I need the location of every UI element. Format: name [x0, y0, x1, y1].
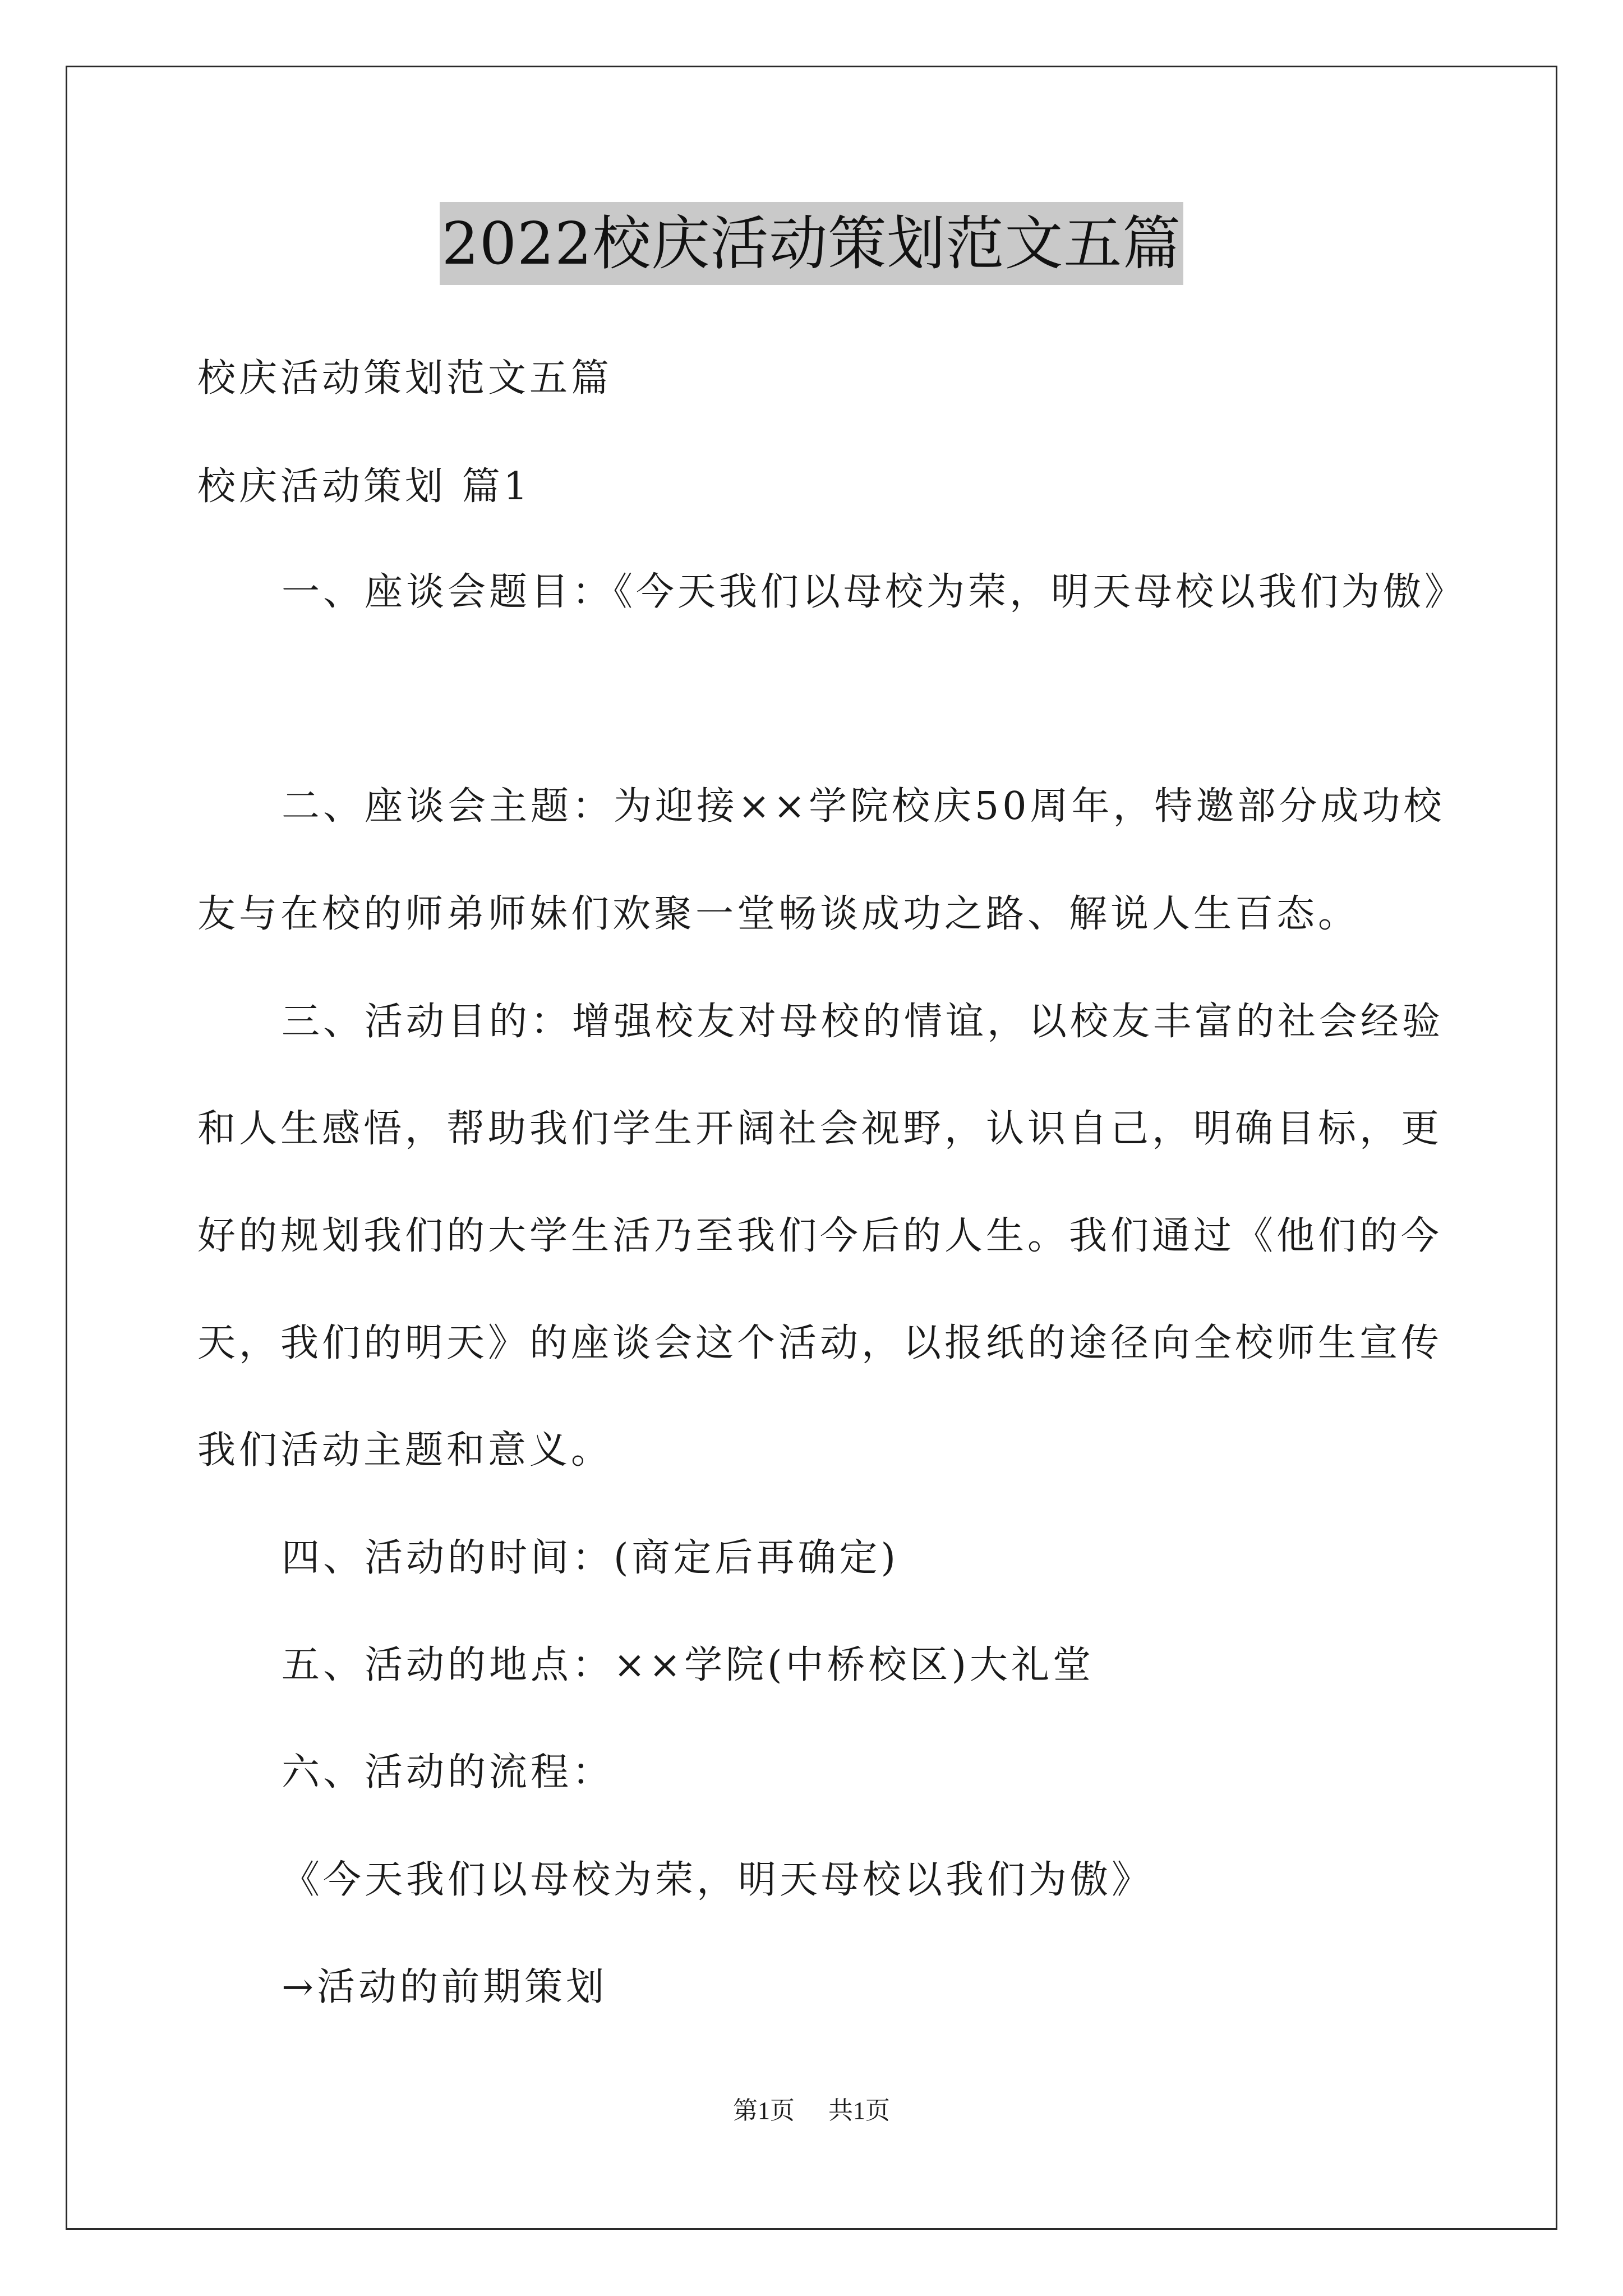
page-number-current: 第1页: [733, 2097, 795, 2124]
paragraph-line: 一、座谈会题目：《今天我们以母校为荣，明天母校以我们为傲》: [282, 570, 1467, 614]
paragraph-line: 四、活动的时间：(商定后再确定): [282, 1536, 900, 1580]
page-footer: [0, 2094, 1623, 2128]
document-subtitle: 校庆活动策划范文五篇: [197, 356, 613, 401]
paragraph-line: 三、活动目的：增强校友对母校的情谊，以校友丰富的社会经验: [282, 1000, 1444, 1044]
paragraph-line: 天，我们的明天》的座谈会这个活动，以报纸的途径向全校师生宣传: [197, 1321, 1443, 1365]
paragraph-line: 我们活动主题和意义。: [197, 1428, 613, 1473]
paragraph-line: 《今天我们以母校为荣，明天母校以我们为傲》: [282, 1858, 1154, 1902]
page-number-total: 共1页: [828, 2097, 890, 2124]
title-container: [0, 202, 1623, 285]
paragraph-line: 好的规划我们的大学生活乃至我们今后的人生。我们通过《他们的今: [197, 1214, 1443, 1258]
paragraph-line: →活动的前期策划: [282, 1965, 607, 2009]
paragraph-line: 二、座谈会主题：为迎接××学院校庆50周年，特邀部分成功校: [282, 784, 1445, 829]
section-heading: 校庆活动策划 篇1: [197, 464, 531, 509]
paragraph-line: 六、活动的流程：: [282, 1750, 614, 1795]
paragraph-line: 友与在校的师弟师妹们欢聚一堂畅谈成功之路、解说人生百态。: [197, 892, 1360, 936]
paragraph-line: 五、活动的地点：××学院(中桥校区)大礼堂: [282, 1643, 1095, 1687]
document-title: 2022校庆活动策划范文五篇: [440, 202, 1184, 285]
paragraph-line: 和人生感悟，帮助我们学生开阔社会视野，认识自己，明确目标，更: [197, 1107, 1443, 1151]
